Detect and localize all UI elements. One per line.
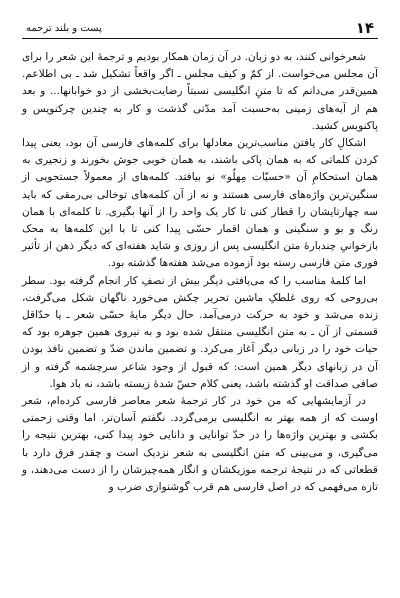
body-text [22, 49, 378, 496]
page-header [22, 20, 378, 38]
paragraph-2: اشکالِ کار یافتن مناسب‌ترین معادلها برای کلمه‌های فارسی آن بود، یعنی پیدا کردن کلماتی که به همان پاکی باشند، به همان خوبی جوش بخورند و زنجیری به همان استحکامِ آن «حسیّات مِهلُو» نو بیافتد. کلمه‌های از معمولاً جستجویی از سنگین‌ترین واژه‌های فارسی هستند و نه از آن کلمه‌های توخالی بی‌رمقی که باید سه چهارتایشان را قطار کنی تا کار یک واحد را از آنها بگیری. تا کلمه‌ای با همان رنگ و بو و سنگینی و همان اقمار حسّی پیدا کنی تا با این کلمه‌ها به محک بازخوانی‌ِ چندبارهٔ متن انگلیسی پس از روزی و شاید هفته‌ای که دیگر ذهن از تأثیر فوری متن فارسی رسته بود آزموده می‌شد هفته‌ها گذشته بود. [22, 137, 378, 270]
running-title: پست و بلند ترجمه [26, 23, 102, 34]
paragraph-4: در آزمایشهایی که من خود در کار ترجمهٔ شعر معاصر فارسی کرده‌ام، شعر اوست که از همه بهتر به انگلیسی برمی‌گردد. نگفتم آسان‌تر. اما وقتی زحمتی بکشی و بهترین واژه‌ها را در حدّ توانایی و دانایی خود پیدا کنی، بهترین نتیجه را می‌گیری، و می‌بینی که متن انگلیسی به شعر نزدیک است و چقدر فرق دارد با قطعاتی که در نتیجهٔ ترجمه موزیکشان و انگار همه‌چیزشان را از دست می‌دهند، و تازه می‌فهمی که در اصل فارسی هم قرب گوشنوازی ضرب و [22, 395, 378, 494]
header-rule [22, 38, 378, 39]
page-number: ۱۴ [355, 19, 374, 37]
paragraph-3: اما کلمهٔ مناسب را که می‌یافتی دیگر بیش از نصفِ کار انجام گرفته بود. سطر بی‌روحی که روی غلطکِ ماشین تحریر چکش می‌خورد ناگهان شکل می‌گرفت، زنده می‌شد و خود به حرکت درمی‌آمد. حال دیگر مایهٔ حسّی شعر ـ یا حدّاقل قسمتی از آن ـ به متن انگلیسی منتقل شده بود و به نیروی همین جوهره بود که حیات خود را در زبانی دیگر آغاز می‌کرد. و تضمین ماندن ضدّ و تضمین نافذ بودن آن در زبانهای دیگر همین است: که قبول از وجود شاعر سرچشمه گرفته و از صافی صداقت او گذشته باشد، یعنی کلام حسّ شدهٔ زیسته باشد، نه باد هوا. [22, 274, 378, 390]
paragraph-1: شعرخوانی کنند، به دو زبان. در آن زمان همکار بودیم و ترجمهٔ این شعر را برای آن مجلس می‌خواست. از کمّ و کیف مجلس ـ اگر واقعاً تشکیل شد ـ بی اطلاعم. همین‌قدر می‌دانم که تا متنِ انگلیسی نسبتاً رضایت‌بخشی از دو خوابانها... و بعد هم از آیه‌های زمینی‌ به‌حسبت آمد مدّتی گذشت و کار به چندین چرکنویس و پاکنویس کشید. [22, 51, 378, 132]
